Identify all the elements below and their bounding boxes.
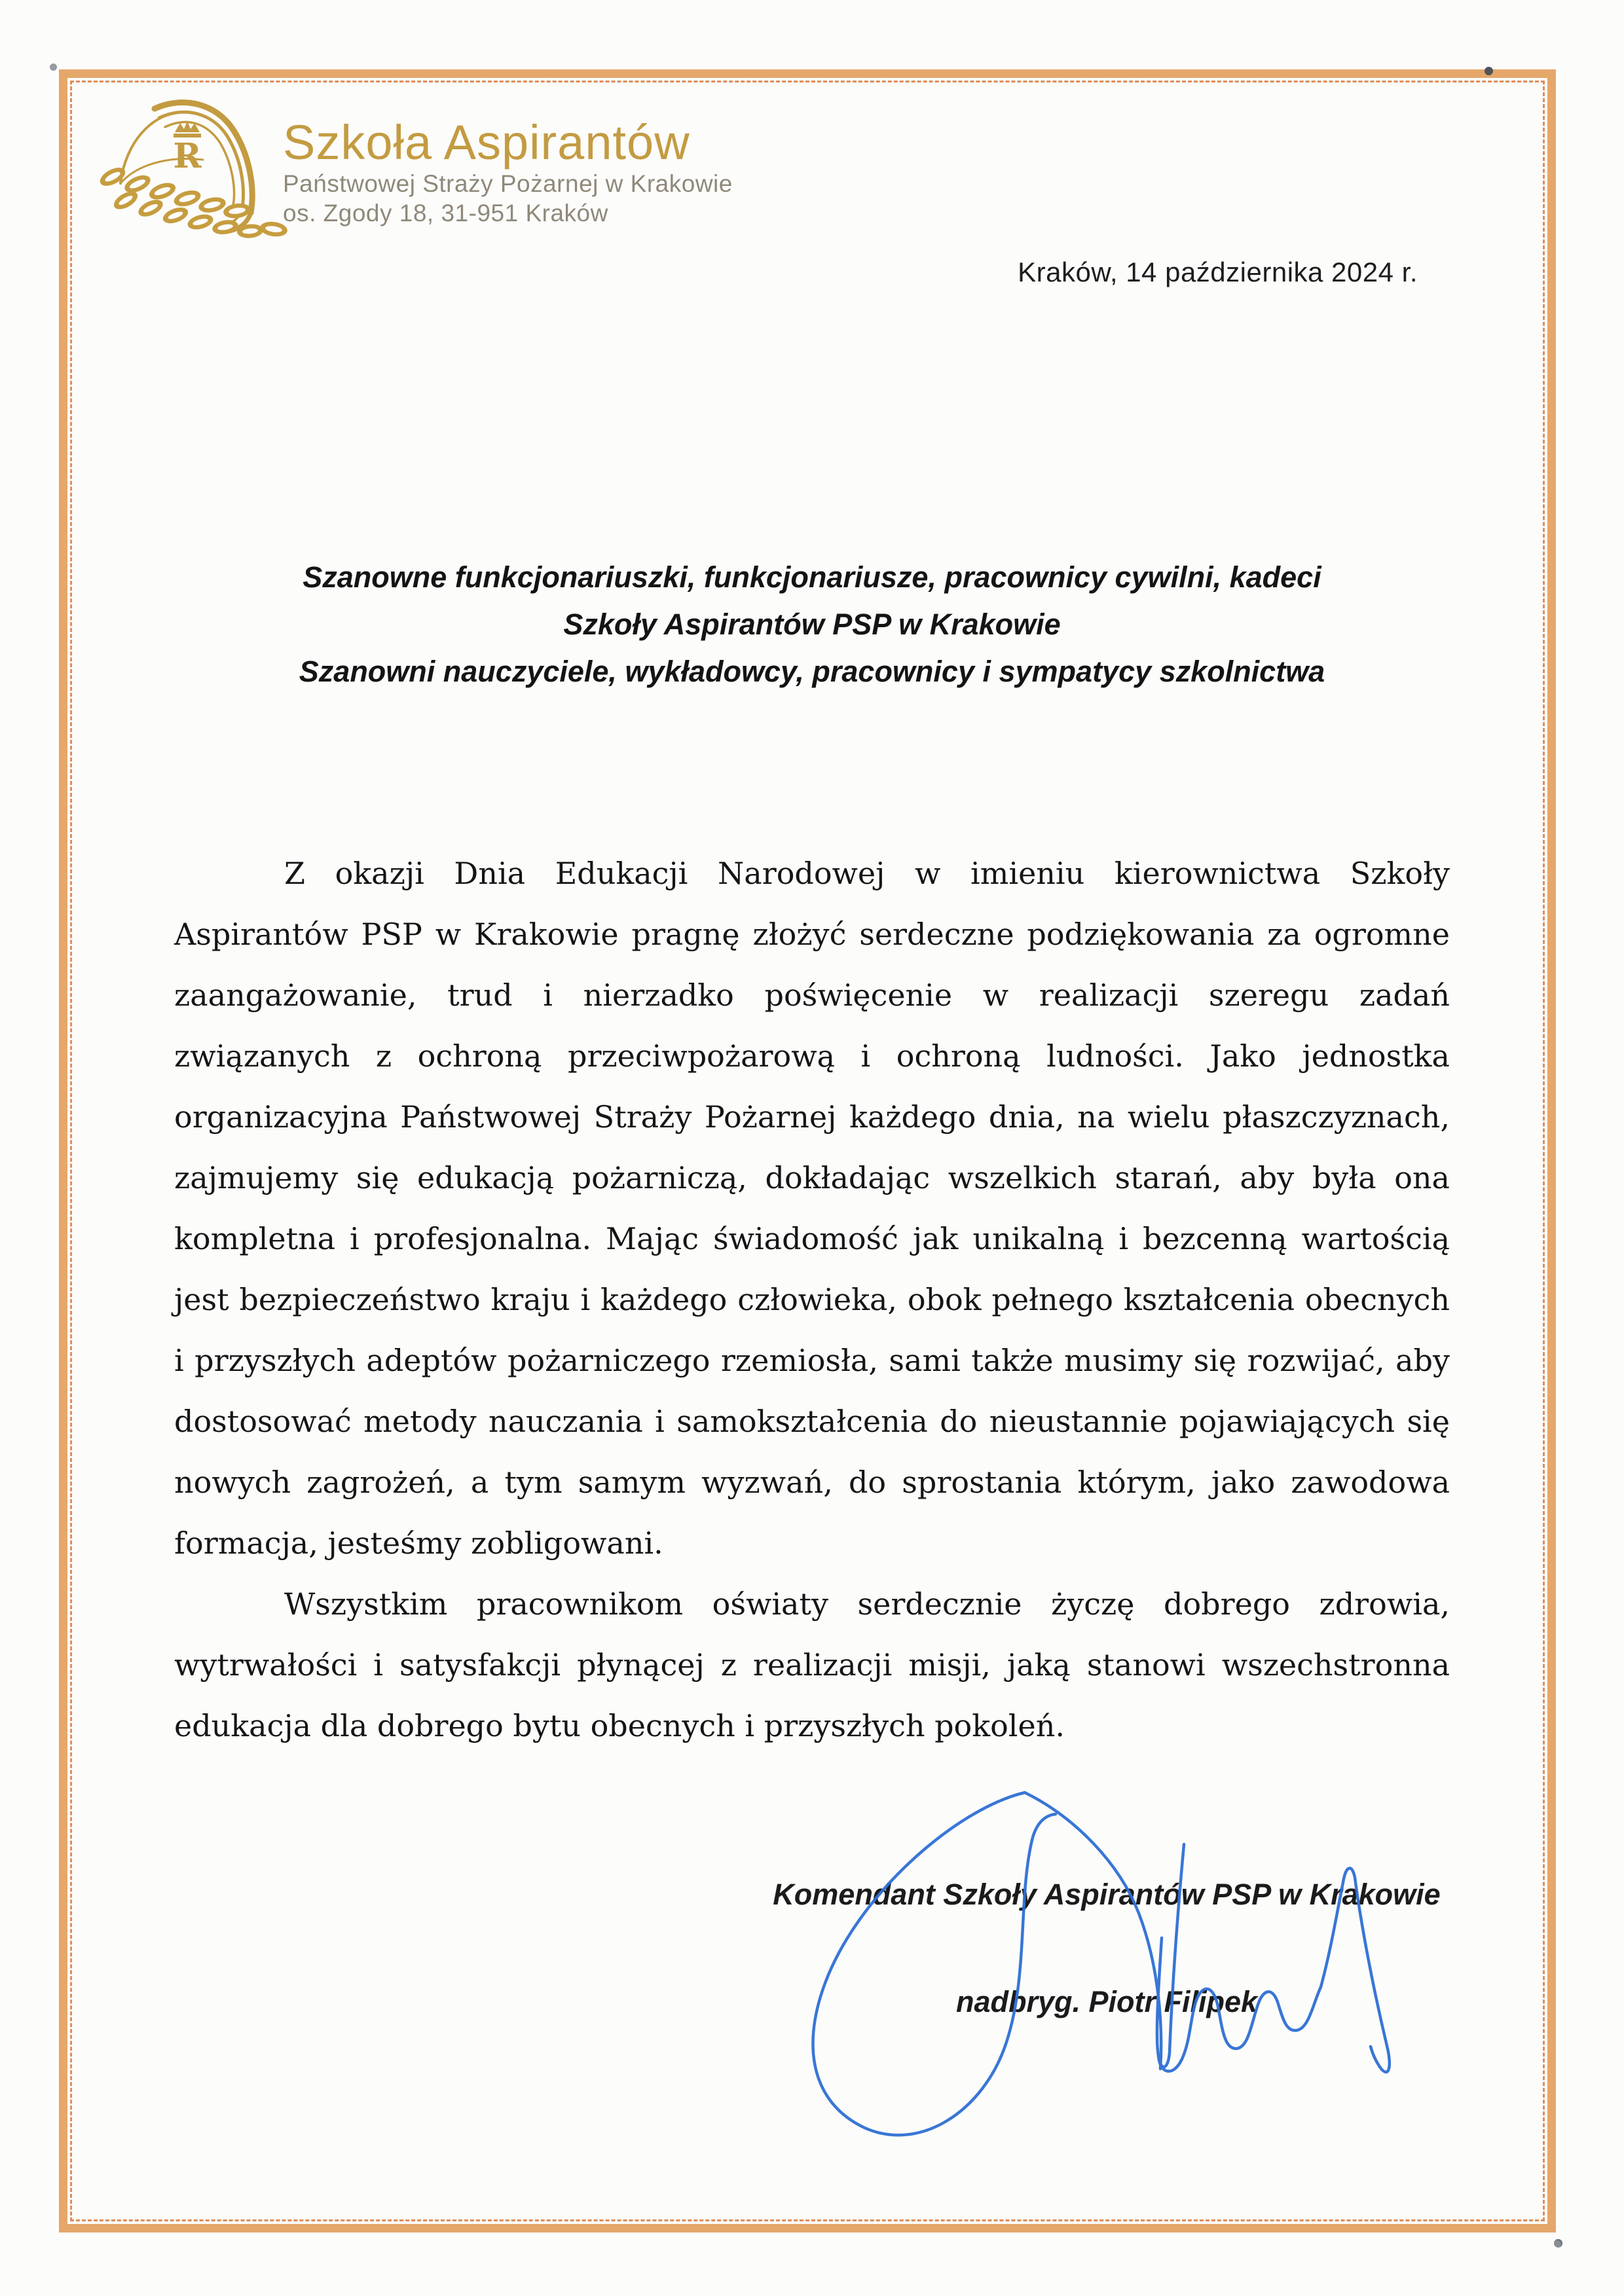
monogram-letter: R — [173, 136, 202, 176]
date-line: Kraków, 14 października 2024 r. — [1018, 257, 1418, 287]
org-subtitle-1: Państwowej Straży Pożarnej w Krakowie — [283, 170, 733, 197]
signer-title: Komendant Szkoły Aspirantów PSP w Krakowie — [773, 1878, 1441, 1911]
body-paragraph-2: Wszystkim pracownikom oświaty serdecznie życzę dobrego zdrowia, wytrwałości i satysfakcji płynącej z realizacji misji, jaką stanowi wszechstronna edukacja dla dobrego bytu obecnych i przyszłych pokoleń. — [174, 1586, 1450, 1743]
scan-dot-top-right — [1485, 67, 1493, 75]
scan-dot-top-left — [50, 64, 57, 71]
signer-name: nadbryg. Piotr Filipek — [955, 1985, 1258, 2018]
org-subtitle-2: os. Zgody 18, 31-951 Kraków — [283, 200, 608, 227]
salutation-line-2: Szkoły Aspirantów PSP w Krakowie — [563, 608, 1061, 641]
org-name: Szkoła Aspirantów — [283, 115, 690, 170]
salutation — [174, 554, 1450, 695]
fire-helmet-laurel-icon — [92, 98, 301, 249]
letterhead — [283, 117, 733, 228]
salutation-line-1: Szanowne funkcjonariuszki, funkcjonariusze, pracownicy cywilni, kadeci — [303, 560, 1321, 594]
signature-block — [740, 1878, 1473, 2019]
body-paragraph-1: Z okazji Dnia Edukacji Narodowej w imieniu kierownictwa Szkoły Aspirantów PSP w Krakowie pragnę złożyć serdeczne podziękowania za ogromne zaangażowanie, trud i nierzadko poświęcenie w realizacji szeregu zadań związanych z ochroną przeciwpożarową i ochroną ludności. Jako jednostka organizacyjna Państwowej Straży Pożarnej każdego dnia, na wielu płaszczyznach, zajmujemy się edukacją pożarniczą, dokładając wszelkich starań, aby była ona kompletna i profesjonalna. Mając świadomość jak unikalną i bezcenną wartością jest bezpieczeństwo kraju i każdego człowieka, obok pełnego kształcenia obecnych i przyszłych adeptów pożarniczego rzemiosła, sami także musimy się rozwijać, aby dostosować metody nauczania i samokształcenia do nieustannie pojawiających się nowych zagrożeń, a tym samym wyzwań, do sprostania którym, jako zawodowa formacja, jesteśmy zobligowani. — [174, 856, 1450, 1561]
letter-body — [174, 843, 1450, 1757]
scan-dot-bottom-right — [1554, 2239, 1562, 2248]
salutation-line-3: Szanowni nauczyciele, wykładowcy, pracownicy i sympatycy szkolnictwa — [299, 655, 1325, 688]
